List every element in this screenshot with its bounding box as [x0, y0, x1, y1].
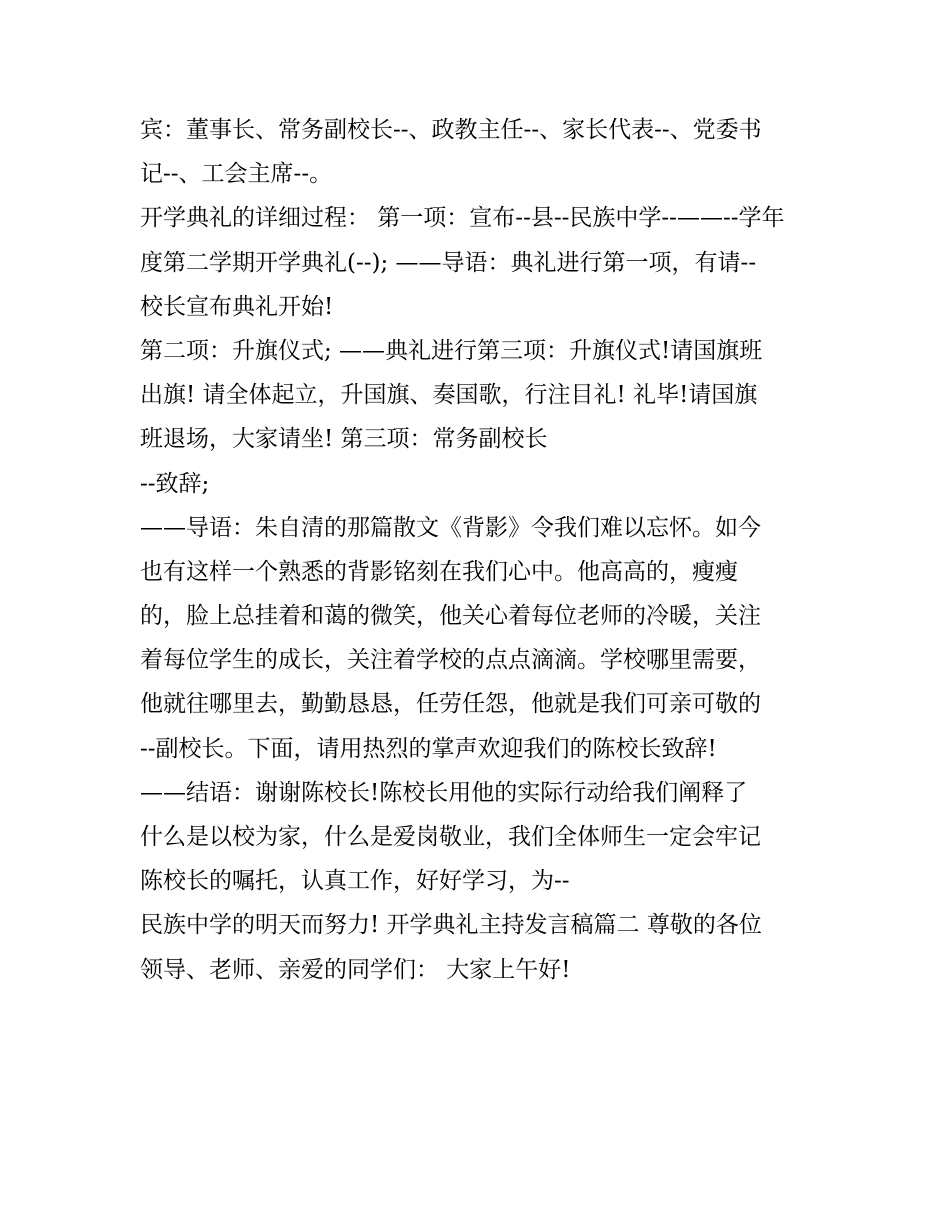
text-line: 校长宣布典礼开始! [140, 293, 334, 320]
text-line: 他就往哪里去，勤勤恳恳，任劳任怨，他就是我们可亲可敬的 [140, 691, 761, 718]
text-line: 什么是以校为家，什么是爱岗敬业，我们全体师生一定会牢记 [140, 824, 761, 850]
text-line: 宾：董事长、常务副校长--、政教主任--、家长代表--、党委书 [140, 117, 762, 143]
text-line: ——结语：谢谢陈校长!陈校长用他的实际行动给我们阐释了 [140, 779, 748, 806]
text-line: 班退场，大家请坐! 第三项：常务副校长 [140, 426, 548, 453]
text-line: 记--、工会主席--。 [140, 161, 333, 188]
text-line: 着每位学生的成长，关注着学校的点点滴滴。学校哪里需要， [140, 647, 761, 674]
text-line: 度第二学期开学典礼(--); ——导语：典礼进行第一项，有请-- [140, 249, 757, 276]
text-line: 也有这样一个熟悉的背影铭刻在我们心中。他高高的，瘦瘦 [140, 558, 738, 585]
text-line: 第二项：升旗仪式; ——典礼进行第三项：升旗仪式!请国旗班 [140, 337, 763, 364]
text-line: 民族中学的明天而努力! 开学典礼主持发言稿篇二 尊敬的各位 [140, 912, 762, 939]
text-line: 的，脸上总挂着和蔼的微笑，他关心着每位老师的冷暖，关注 [140, 603, 761, 630]
text-line: --副校长。下面，请用热烈的掌声欢迎我们的陈校长致辞! [140, 735, 717, 762]
text-line: 领导、老师、亲爱的同学们： 大家上午好! [140, 956, 571, 983]
text-line: --致辞; [140, 470, 210, 497]
document-body [140, 108, 820, 992]
text-line: 陈校长的嘱托，认真工作，好好学习，为-- [140, 868, 570, 895]
text-line: ——导语：朱自清的那篇散文《背影》令我们难以忘怀。如今 [140, 514, 761, 541]
text-line: 出旗! 请全体起立，升国旗、奏国歌，行注目礼! 礼毕!请国旗 [140, 382, 758, 409]
text-line: 开学典礼的详细过程： 第一项：宣布--县--民族中学--——--学年 [140, 205, 785, 232]
